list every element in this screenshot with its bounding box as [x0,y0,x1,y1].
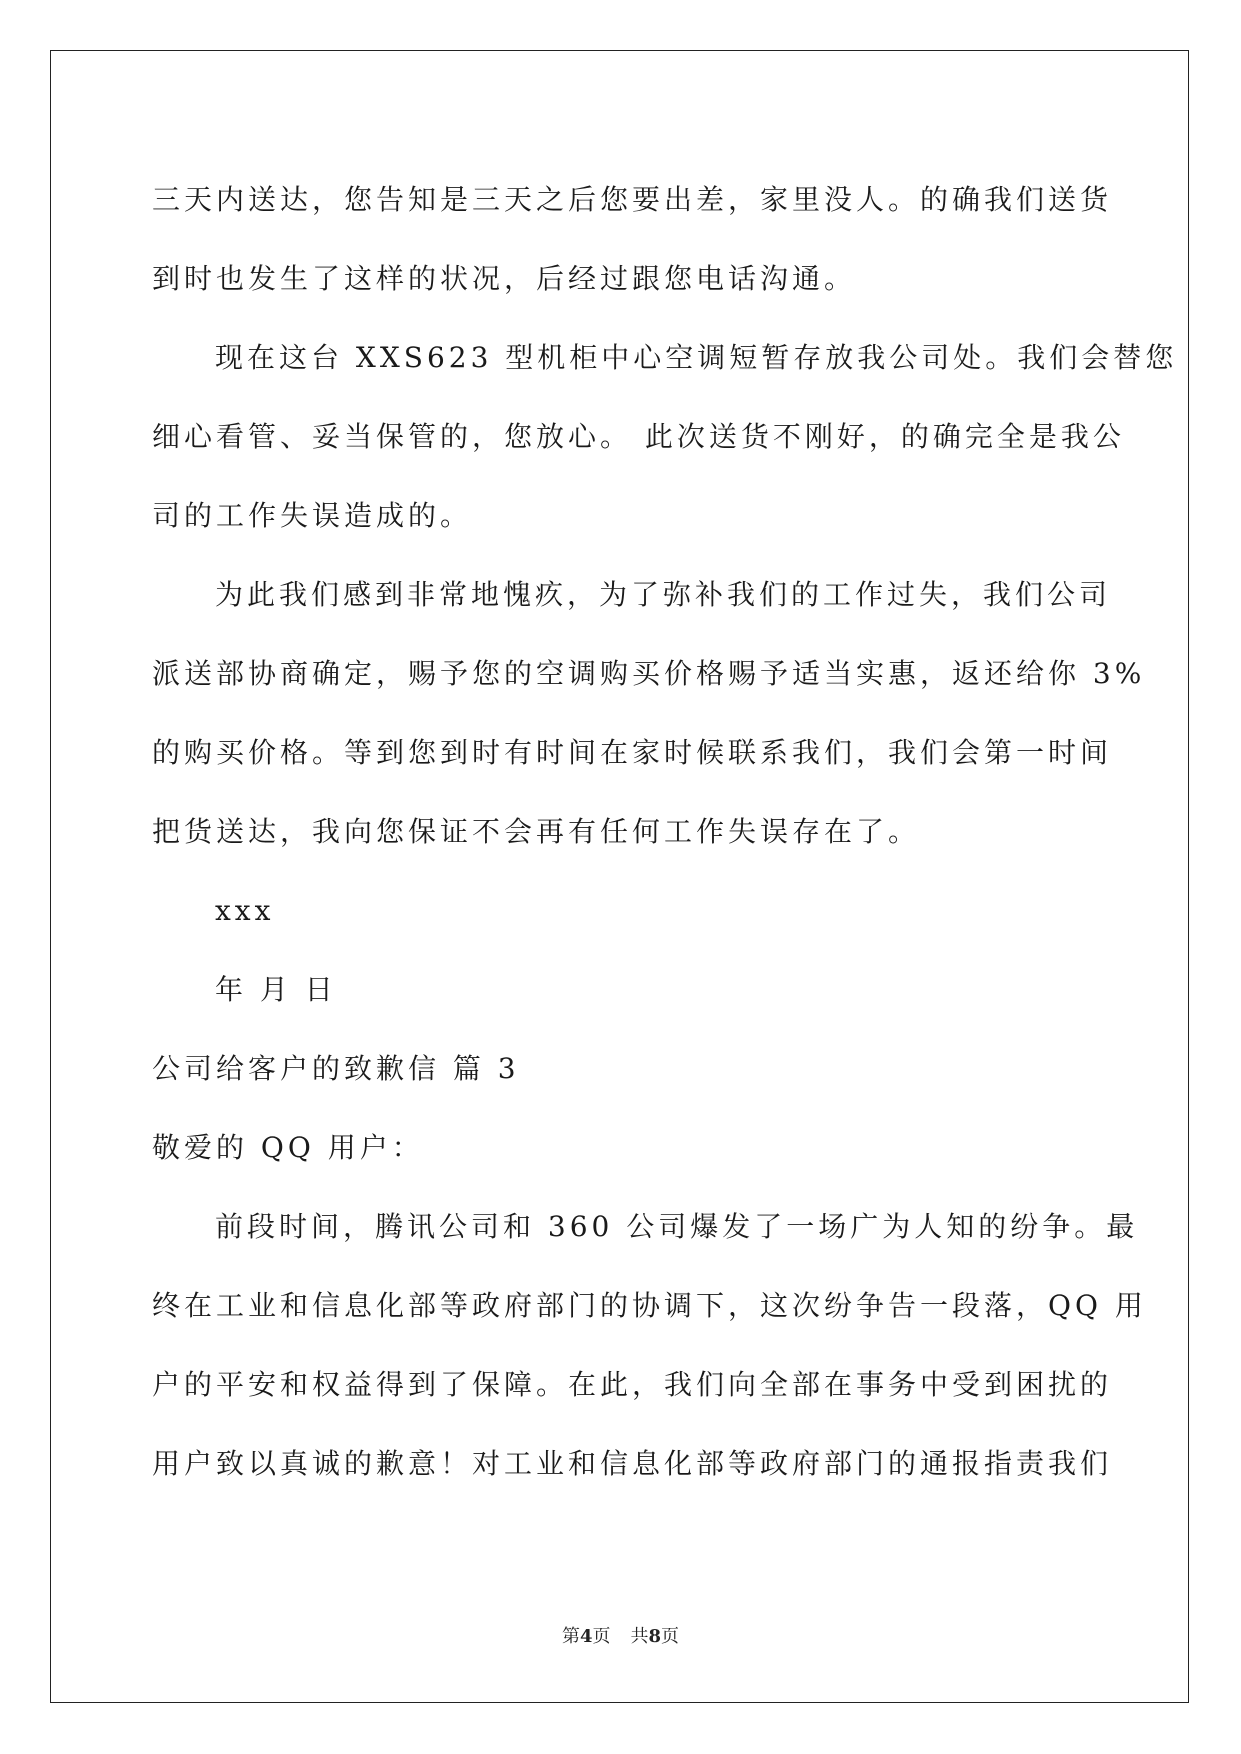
page-footer [0,1622,1241,1648]
body-line: 终在工业和信息化部等政府部门的协调下，这次纷争告一段落，QQ 用 [152,1289,1147,1322]
body-line: 把货送达，我向您保证不会再有任何工作失误存在了。 [152,815,921,848]
body-line: 细心看管、妥当保管的，您放心。 此次送货不刚好，的确完全是我公 [152,420,1125,453]
current-page-number: 4 [579,1626,593,1647]
section-heading: 公司给客户的致歉信 篇 3 [152,1052,520,1085]
page-suffix: 页 [592,1626,611,1647]
body-line: 现在这台 XXS623 型机柜中心空调短暂存放我公司处。我们会替您 [215,341,1178,374]
body-line: 三天内送达，您告知是三天之后您要出差，家里没人。的确我们送货 [152,183,1113,216]
body-line: 户的平安和权益得到了保障。在此，我们向全部在事务中受到困扰的 [152,1368,1113,1401]
body-line: 派送部协商确定，赐予您的空调购买价格赐予适当实惠，返还给你 3% [152,657,1146,690]
body-line: 前段时间，腾讯公司和 360 公司爆发了一场广为人知的纷争。最 [215,1210,1139,1243]
page-prefix: 第 [561,1626,580,1647]
signature-date: 年 月 日 [215,973,337,1006]
document-body [152,160,1178,1503]
body-line: 用户致以真诚的歉意！对工业和信息化部等政府部门的通报指责我们 [152,1447,1113,1480]
body-line: 的购买价格。等到您到时有时间在家时候联系我们，我们会第一时间 [152,736,1113,769]
salutation: 敬爱的 QQ 用户： [152,1131,424,1164]
signature-name: xxx [215,894,275,927]
body-line: 司的工作失误造成的。 [152,499,473,532]
body-line: 为此我们感到非常地愧疚，为了弥补我们的工作过失，我们公司 [215,578,1112,611]
total-suffix: 页 [661,1626,680,1647]
total-prefix: 共 [630,1626,649,1647]
body-line: 到时也发生了这样的状况，后经过跟您电话沟通。 [152,262,857,295]
total-pages-number: 8 [648,1626,662,1647]
